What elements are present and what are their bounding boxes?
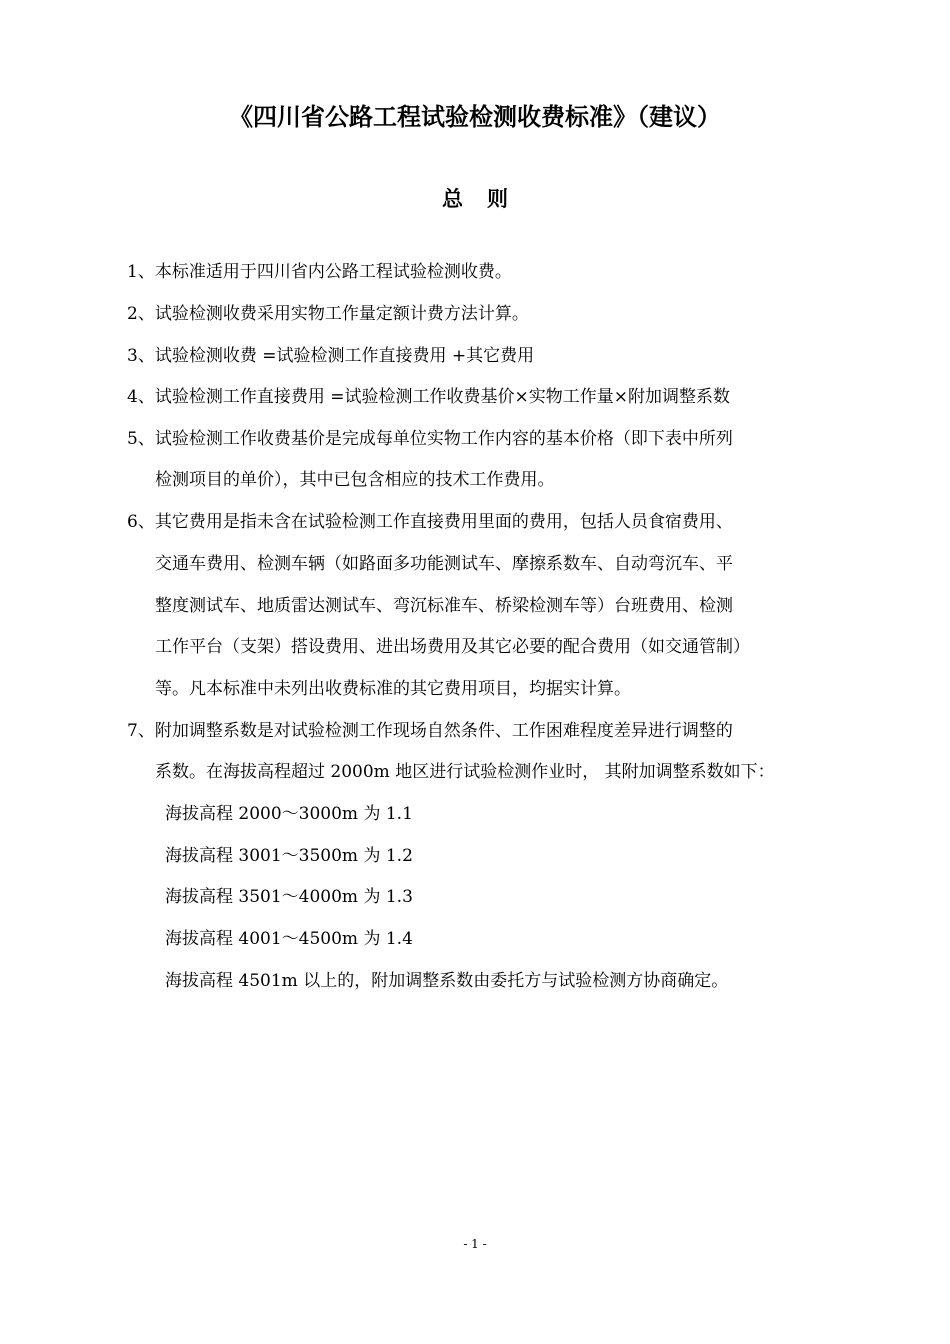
paragraph-6-line-5: 等。凡本标准中未列出收费标准的其它费用项目，均据实计算。 [155, 679, 631, 699]
paragraph-6-line-3: 整度测试车、地质雷达测试车、弯沉标准车、桥梁检测车等）台班费用、检测 [155, 596, 733, 616]
altitude-factor-item: 海拔高程 4501m 以上的，附加调整系数由委托方与试验检测方协商确定。 [165, 971, 729, 991]
paragraph-6-line-2: 交通车费用、检测车辆（如路面多功能测试车、摩擦系数车、自动弯沉车、平 [155, 554, 733, 574]
paragraph-5-line-2: 检测项目的单价），其中已包含相应的技术工作费用。 [155, 470, 555, 490]
paragraph-7-line-2: 系数。在海拔高程超过 2000m 地区进行试验检测作业时， 其附加调整系数如下： [155, 762, 775, 782]
altitude-factor-item: 海拔高程 3501～4000m 为 1.3 [165, 887, 413, 907]
paragraph-7-line-1: 7、附加调整系数是对试验检测工作现场自然条件、工作困难程度差异进行调整的 [127, 721, 733, 741]
altitude-factor-item: 海拔高程 2000～3000m 为 1.1 [165, 804, 413, 824]
paragraph-2-line-1: 2、试验检测收费采用实物工作量定额计费方法计算。 [127, 304, 529, 324]
paragraph-6-line-4: 工作平台（支架）搭设费用、进出场费用及其它必要的配合费用（如交通管制） [155, 637, 750, 657]
altitude-factor-item: 海拔高程 3001～3500m 为 1.2 [165, 846, 413, 866]
paragraph-3-line-1: 3、试验检测收费 =试验检测工作直接费用 +其它费用 [127, 346, 535, 366]
paragraph-5-line-1: 5、试验检测工作收费基价是完成每单位实物工作内容的基本价格（即下表中所列 [127, 429, 733, 449]
paragraph-1-line-1: 1、本标准适用于四川省内公路工程试验检测收费。 [127, 262, 512, 282]
altitude-factor-item: 海拔高程 4001～4500m 为 1.4 [165, 929, 413, 949]
document-title: 《四川省公路工程试验检测收费标准》（建议） [229, 103, 721, 131]
paragraph-4-line-1: 4、试验检测工作直接费用 =试验检测工作收费基价×实物工作量×附加调整系数 [127, 387, 730, 407]
page-number: - 1 - [463, 1237, 487, 1251]
paragraph-6-line-1: 6、其它费用是指未含在试验检测工作直接费用里面的费用，包括人员食宿费用、 [127, 512, 733, 532]
section-heading: 总则 [442, 187, 532, 211]
